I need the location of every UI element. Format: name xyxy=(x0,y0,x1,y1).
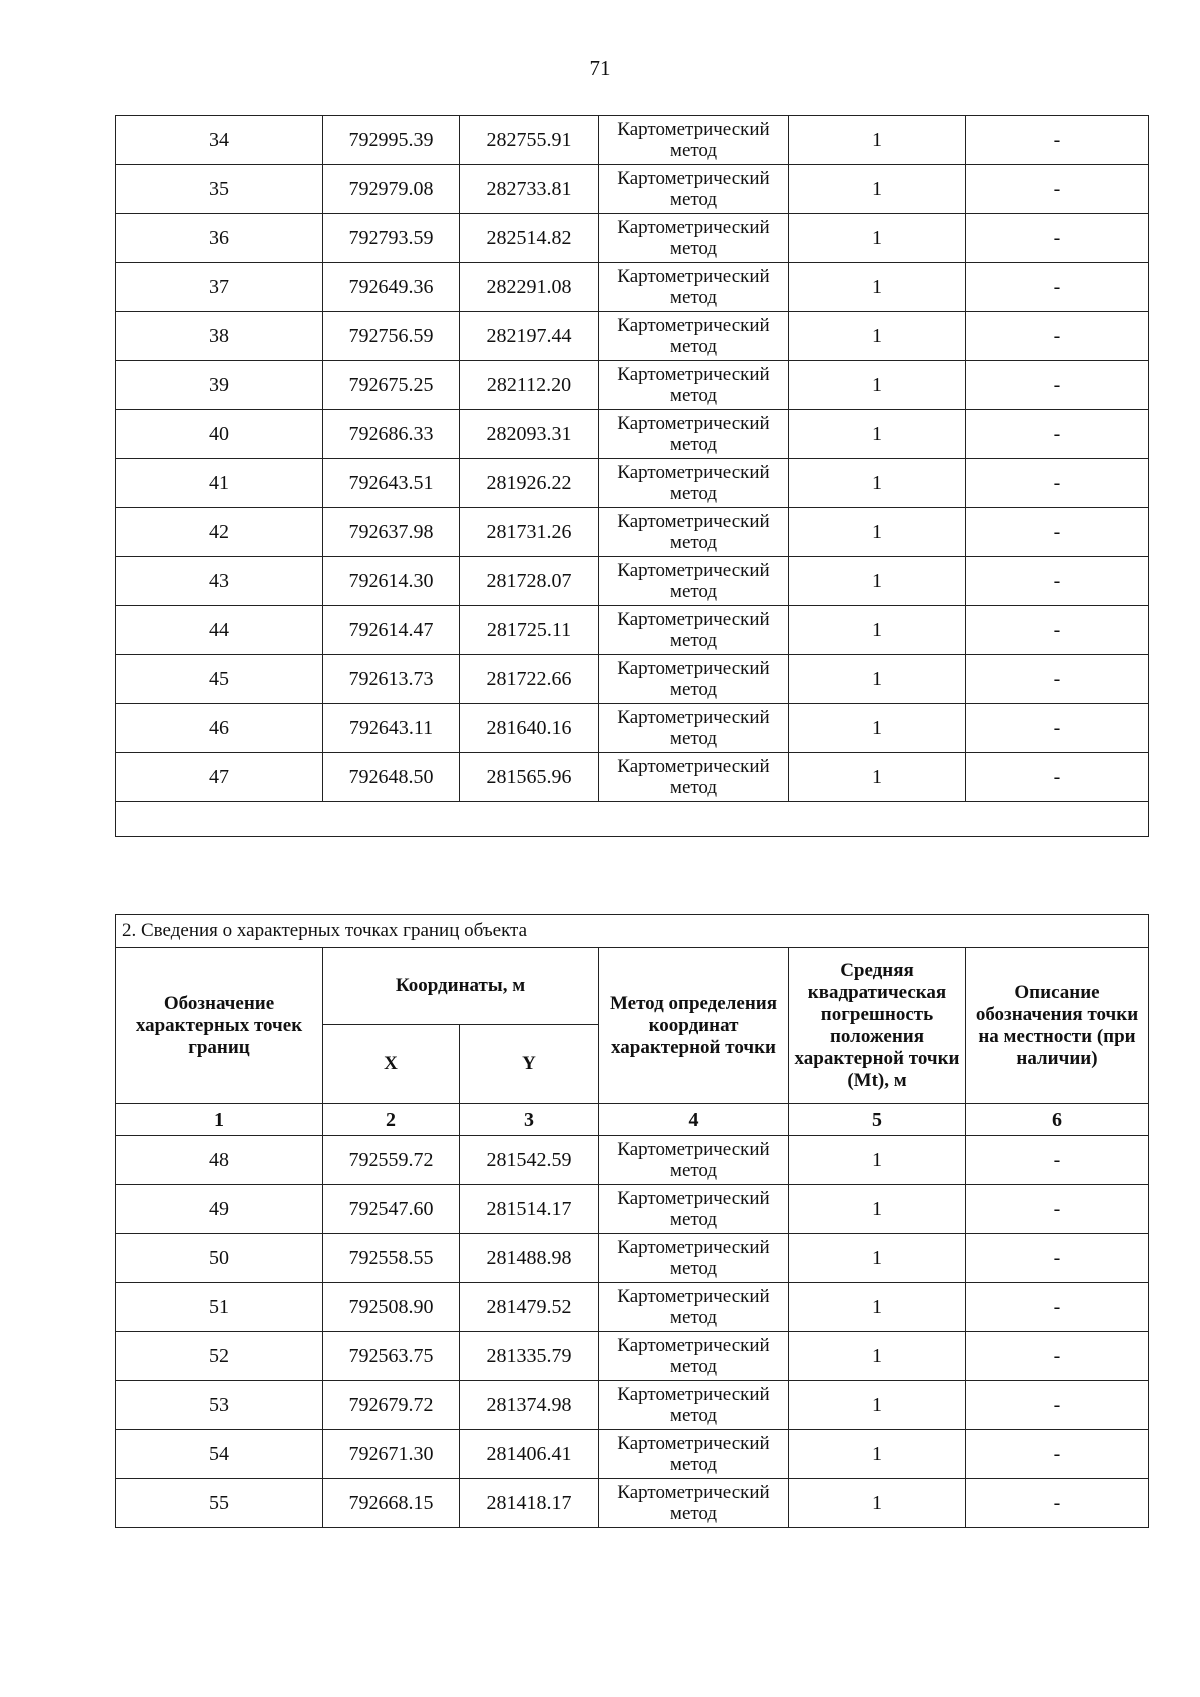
cell-x: 792547.60 xyxy=(323,1185,460,1234)
cell-method: Картометрический метод xyxy=(599,1234,789,1283)
column-number: 4 xyxy=(599,1104,789,1136)
cell-y: 282197.44 xyxy=(460,312,599,361)
cell-x: 792649.36 xyxy=(323,263,460,312)
cell-accuracy: 1 xyxy=(789,1479,966,1528)
cell-y: 282733.81 xyxy=(460,165,599,214)
cell-x: 792756.59 xyxy=(323,312,460,361)
cell-point-id: 42 xyxy=(116,508,323,557)
cell-x: 792995.39 xyxy=(323,116,460,165)
cell-method: Картометрический метод xyxy=(599,1185,789,1234)
page-number: 71 xyxy=(589,56,611,80)
cell-method: Картометрический метод xyxy=(599,361,789,410)
cell-point-id: 41 xyxy=(116,459,323,508)
cell-y: 281514.17 xyxy=(460,1185,599,1234)
cell-description: - xyxy=(966,1332,1149,1381)
column-number: 2 xyxy=(323,1104,460,1136)
header-method: Метод определения координат характерной точки xyxy=(599,948,789,1104)
cell-accuracy: 1 xyxy=(789,1332,966,1381)
header-accuracy: Средняя квадратическая погрешность положения характерной точки (Mt), м xyxy=(789,948,966,1104)
table-row xyxy=(116,459,1149,508)
cell-y: 282514.82 xyxy=(460,214,599,263)
cell-description: - xyxy=(966,557,1149,606)
cell-description: - xyxy=(966,1430,1149,1479)
cell-description: - xyxy=(966,361,1149,410)
table-body xyxy=(116,1136,1149,1528)
cell-method: Картометрический метод xyxy=(599,606,789,655)
table-row xyxy=(116,165,1149,214)
cell-description: - xyxy=(966,165,1149,214)
column-number: 6 xyxy=(966,1104,1149,1136)
cell-y: 281565.96 xyxy=(460,753,599,802)
cell-x: 792793.59 xyxy=(323,214,460,263)
cell-point-id: 55 xyxy=(116,1479,323,1528)
cell-method: Картометрический метод xyxy=(599,704,789,753)
table-row xyxy=(116,508,1149,557)
cell-accuracy: 1 xyxy=(789,361,966,410)
cell-x: 792614.47 xyxy=(323,606,460,655)
cell-y: 281926.22 xyxy=(460,459,599,508)
cell-description: - xyxy=(966,1136,1149,1185)
cell-y: 282755.91 xyxy=(460,116,599,165)
cell-method: Картометрический метод xyxy=(599,1332,789,1381)
cell-method: Картометрический метод xyxy=(599,1479,789,1528)
table-row xyxy=(116,361,1149,410)
cell-point-id: 46 xyxy=(116,704,323,753)
cell-point-id: 40 xyxy=(116,410,323,459)
cell-description: - xyxy=(966,1479,1149,1528)
cell-x: 792643.11 xyxy=(323,704,460,753)
cell-point-id: 52 xyxy=(116,1332,323,1381)
cell-point-id: 50 xyxy=(116,1234,323,1283)
cell-accuracy: 1 xyxy=(789,116,966,165)
cell-description: - xyxy=(966,606,1149,655)
cell-description: - xyxy=(966,263,1149,312)
cell-point-id: 34 xyxy=(116,116,323,165)
cell-method: Картометрический метод xyxy=(599,1430,789,1479)
cell-y: 282291.08 xyxy=(460,263,599,312)
table-row xyxy=(116,753,1149,802)
cell-accuracy: 1 xyxy=(789,655,966,704)
cell-y: 282112.20 xyxy=(460,361,599,410)
header-y: Y xyxy=(460,1025,599,1104)
section-title: 2. Сведения о характерных точках границ объекта xyxy=(116,915,1149,948)
cell-x: 792979.08 xyxy=(323,165,460,214)
cell-y: 281374.98 xyxy=(460,1381,599,1430)
cell-point-id: 37 xyxy=(116,263,323,312)
cell-description: - xyxy=(966,1381,1149,1430)
table-row xyxy=(116,1234,1149,1283)
cell-accuracy: 1 xyxy=(789,459,966,508)
cell-x: 792679.72 xyxy=(323,1381,460,1430)
cell-y: 281542.59 xyxy=(460,1136,599,1185)
table-row xyxy=(116,1185,1149,1234)
cell-x: 792675.25 xyxy=(323,361,460,410)
header-x: X xyxy=(323,1025,460,1104)
cell-y: 281418.17 xyxy=(460,1479,599,1528)
cell-point-id: 47 xyxy=(116,753,323,802)
cell-x: 792643.51 xyxy=(323,459,460,508)
cell-method: Картометрический метод xyxy=(599,1283,789,1332)
cell-y: 281722.66 xyxy=(460,655,599,704)
cell-method: Картометрический метод xyxy=(599,312,789,361)
cell-accuracy: 1 xyxy=(789,410,966,459)
cell-x: 792614.30 xyxy=(323,557,460,606)
cell-method: Картометрический метод xyxy=(599,508,789,557)
table-row xyxy=(116,1283,1149,1332)
cell-method: Картометрический метод xyxy=(599,753,789,802)
header-coordinates: Координаты, м xyxy=(323,948,599,1025)
table-row xyxy=(116,214,1149,263)
cell-point-id: 51 xyxy=(116,1283,323,1332)
cell-method: Картометрический метод xyxy=(599,116,789,165)
cell-y: 281488.98 xyxy=(460,1234,599,1283)
header-description: Описание обозначения точки на местности (при наличии) xyxy=(966,948,1149,1104)
coordinates-table-continued xyxy=(115,115,1149,837)
cell-y: 281725.11 xyxy=(460,606,599,655)
cell-x: 792686.33 xyxy=(323,410,460,459)
cell-y: 281640.16 xyxy=(460,704,599,753)
cell-accuracy: 1 xyxy=(789,606,966,655)
cell-accuracy: 1 xyxy=(789,214,966,263)
cell-point-id: 35 xyxy=(116,165,323,214)
cell-accuracy: 1 xyxy=(789,753,966,802)
cell-y: 281728.07 xyxy=(460,557,599,606)
cell-method: Картометрический метод xyxy=(599,165,789,214)
cell-accuracy: 1 xyxy=(789,1381,966,1430)
cell-description: - xyxy=(966,410,1149,459)
table-row xyxy=(116,1136,1149,1185)
cell-accuracy: 1 xyxy=(789,263,966,312)
cell-point-id: 43 xyxy=(116,557,323,606)
cell-description: - xyxy=(966,1234,1149,1283)
cell-description: - xyxy=(966,1283,1149,1332)
column-number: 3 xyxy=(460,1104,599,1136)
table-row xyxy=(116,606,1149,655)
cell-y: 281406.41 xyxy=(460,1430,599,1479)
cell-accuracy: 1 xyxy=(789,165,966,214)
cell-method: Картометрический метод xyxy=(599,655,789,704)
table-body xyxy=(116,116,1149,802)
cell-point-id: 38 xyxy=(116,312,323,361)
cell-description: - xyxy=(966,508,1149,557)
cell-x: 792648.50 xyxy=(323,753,460,802)
cell-description: - xyxy=(966,214,1149,263)
cell-description: - xyxy=(966,1185,1149,1234)
cell-method: Картометрический метод xyxy=(599,1381,789,1430)
cell-point-id: 48 xyxy=(116,1136,323,1185)
cell-x: 792559.72 xyxy=(323,1136,460,1185)
cell-accuracy: 1 xyxy=(789,557,966,606)
table-row xyxy=(116,312,1149,361)
cell-y: 281479.52 xyxy=(460,1283,599,1332)
empty-row xyxy=(116,802,1149,837)
cell-x: 792558.55 xyxy=(323,1234,460,1283)
cell-accuracy: 1 xyxy=(789,508,966,557)
cell-accuracy: 1 xyxy=(789,1283,966,1332)
cell-description: - xyxy=(966,753,1149,802)
cell-method: Картометрический метод xyxy=(599,557,789,606)
cell-accuracy: 1 xyxy=(789,1185,966,1234)
cell-x: 792508.90 xyxy=(323,1283,460,1332)
cell-description: - xyxy=(966,116,1149,165)
cell-x: 792613.73 xyxy=(323,655,460,704)
cell-description: - xyxy=(966,312,1149,361)
header-point: Обозначение характерных точек границ xyxy=(116,948,323,1104)
cell-accuracy: 1 xyxy=(789,1430,966,1479)
table-row xyxy=(116,557,1149,606)
empty-cell xyxy=(116,802,1149,837)
cell-y: 282093.31 xyxy=(460,410,599,459)
cell-y: 281731.26 xyxy=(460,508,599,557)
cell-x: 792563.75 xyxy=(323,1332,460,1381)
boundary-points-table xyxy=(115,914,1149,1528)
cell-point-id: 45 xyxy=(116,655,323,704)
table-row xyxy=(116,655,1149,704)
cell-point-id: 53 xyxy=(116,1381,323,1430)
cell-description: - xyxy=(966,655,1149,704)
cell-y: 281335.79 xyxy=(460,1332,599,1381)
column-number: 5 xyxy=(789,1104,966,1136)
cell-point-id: 39 xyxy=(116,361,323,410)
cell-accuracy: 1 xyxy=(789,1136,966,1185)
table-row xyxy=(116,263,1149,312)
column-number: 1 xyxy=(116,1104,323,1136)
cell-description: - xyxy=(966,459,1149,508)
cell-x: 792671.30 xyxy=(323,1430,460,1479)
table-row xyxy=(116,1430,1149,1479)
cell-description: - xyxy=(966,704,1149,753)
table-row xyxy=(116,1479,1149,1528)
cell-point-id: 54 xyxy=(116,1430,323,1479)
cell-method: Картометрический метод xyxy=(599,1136,789,1185)
cell-method: Картометрический метод xyxy=(599,214,789,263)
cell-point-id: 36 xyxy=(116,214,323,263)
cell-accuracy: 1 xyxy=(789,704,966,753)
cell-method: Картометрический метод xyxy=(599,263,789,312)
table-row xyxy=(116,1332,1149,1381)
cell-point-id: 44 xyxy=(116,606,323,655)
cell-point-id: 49 xyxy=(116,1185,323,1234)
table-row xyxy=(116,116,1149,165)
cell-method: Картометрический метод xyxy=(599,459,789,508)
table-row xyxy=(116,704,1149,753)
cell-x: 792668.15 xyxy=(323,1479,460,1528)
table-row xyxy=(116,410,1149,459)
cell-method: Картометрический метод xyxy=(599,410,789,459)
table-row xyxy=(116,1381,1149,1430)
cell-accuracy: 1 xyxy=(789,1234,966,1283)
cell-accuracy: 1 xyxy=(789,312,966,361)
cell-x: 792637.98 xyxy=(323,508,460,557)
